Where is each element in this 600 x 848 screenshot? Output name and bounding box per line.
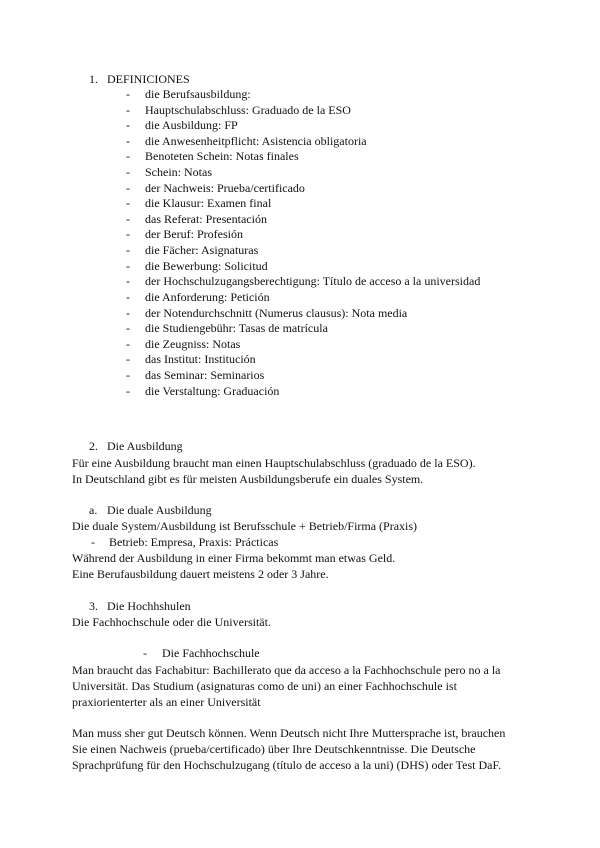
definition-text: der Nachweis: Prueba/certificado [145, 180, 305, 195]
list-bullet: - [126, 274, 130, 289]
paragraph-line: Sie einen Nachweis (prueba/certificado) über Ihre Deutschkenntnisse. Die Deutsche [72, 742, 476, 756]
definition-text: die Fächer: Asignaturas [145, 243, 259, 258]
list-bullet: - [126, 149, 130, 164]
list-item [0, 134, 600, 150]
section-2-number: 2. [89, 439, 98, 453]
section-1-title: DEFINICIONES [107, 72, 190, 86]
list-item [0, 243, 600, 259]
list-bullet: - [126, 336, 130, 351]
section-3-title: Die Hochhshulen [107, 599, 191, 613]
definition-text: der Hochschulzugangsberechtigung: Título de acceso a la universidad [145, 274, 481, 289]
paragraph-line: Während der Ausbildung in einer Firma bekommt man etwas Geld. [72, 551, 396, 565]
section-2-title: Die Ausbildung [107, 439, 183, 453]
paragraph-line: In Deutschland gibt es für meisten Ausbildungsberufe ein duales System. [72, 472, 424, 486]
section-1-number: 1. [89, 72, 98, 86]
subsection-a-letter: a. [89, 503, 98, 517]
list-bullet: - [126, 180, 130, 195]
definition-text: die Anwesenheitpflicht: Asistencia obligatoria [145, 133, 367, 148]
definition-text: Hauptschulabschluss: Graduado de la ESO [145, 102, 351, 117]
list-bullet: - [91, 535, 95, 549]
definition-text: das Referat: Presentación [145, 211, 267, 226]
list-item [0, 368, 600, 384]
section-3-number: 3. [89, 599, 98, 613]
list-item [0, 290, 600, 306]
definition-text: die Klausur: Examen final [145, 196, 272, 211]
definition-text: das Institut: Institución [145, 352, 256, 367]
list-item [0, 103, 600, 119]
list-bullet: - [126, 258, 130, 273]
list-bullet: - [126, 383, 130, 398]
definition-text: die Ausbildung: FP [145, 118, 238, 133]
list-item [0, 196, 600, 212]
subsection-title: Die Fachhochschule [162, 646, 260, 660]
list-bullet: - [126, 87, 130, 101]
definition-text: der Beruf: Profesión [145, 227, 243, 242]
list-item [0, 149, 600, 165]
definition-text: der Notendurchschnitt (Numerus clausus): Nota media [145, 305, 408, 320]
definition-text: die Berufsausbildung: [145, 87, 251, 101]
section-3-heading [0, 599, 600, 614]
subsection-fachhochschule-heading [0, 646, 600, 661]
list-bullet: - [126, 227, 130, 242]
list-bullet: - [126, 289, 130, 304]
paragraph-line: Universität. Das Studium (asignaturas como de uni) an einer Fachhochschule ist [72, 679, 457, 693]
subsection-a-title: Die duale Ausbildung [107, 503, 212, 517]
list-bullet: - [143, 646, 147, 660]
list-item-text: Betrieb: Empresa, Praxis: Prácticas [109, 535, 279, 549]
list-bullet: - [126, 243, 130, 258]
list-bullet: - [126, 211, 130, 226]
definition-text: die Bewerbung: Solicitud [145, 258, 268, 273]
definition-text: die Verstaltung: Graduación [145, 383, 280, 398]
definition-text: Benoteten Schein: Notas finales [145, 149, 299, 164]
definition-text: Schein: Notas [145, 165, 212, 180]
list-item [0, 321, 600, 337]
list-item [0, 337, 600, 353]
list-bullet: - [126, 305, 130, 320]
list-bullet: - [126, 118, 130, 133]
definition-text: die Zeugniss: Notas [145, 336, 241, 351]
section-2-heading [0, 439, 600, 454]
list-item [0, 306, 600, 322]
paragraph-line: Die duale System/Ausbildung ist Berufsschule + Betrieb/Firma (Praxis) [72, 519, 418, 533]
list-item [0, 227, 600, 243]
list-bullet: - [126, 352, 130, 367]
definition-text: die Anforderung: Petición [145, 289, 270, 304]
list-bullet: - [126, 196, 130, 211]
definitions-list [0, 87, 600, 399]
section-1-heading [0, 72, 600, 87]
paragraph-line: Man braucht das Fachabitur: Bachillerato que da acceso a la Fachhochschule pero no a la [72, 663, 501, 677]
definition-text: die Studiengebühr: Tasas de matrícula [145, 321, 328, 336]
list-item [0, 87, 600, 103]
paragraph-line: praxiorienterter als an einer Universität [72, 695, 261, 709]
list-bullet: - [126, 102, 130, 117]
paragraph-line: Eine Berufausbildung dauert meistens 2 oder 3 Jahre. [72, 567, 329, 581]
subsection-a-heading [0, 503, 600, 518]
list-item [0, 384, 600, 400]
list-item [0, 535, 600, 550]
list-bullet: - [126, 367, 130, 382]
list-bullet: - [126, 321, 130, 336]
paragraph-line: Sprachprüfung für den Hochschulzugang (título de acceso a la uni) (DHS) oder Test DaF. [72, 758, 502, 772]
paragraph-line: Für eine Ausbildung braucht man einen Hauptschulabschluss (graduado de la ESO). [72, 456, 476, 470]
list-item [0, 352, 600, 368]
list-item [0, 118, 600, 134]
list-item [0, 181, 600, 197]
list-item [0, 259, 600, 275]
list-bullet: - [126, 133, 130, 148]
paragraph-line: Die Fachhochschule oder die Universität. [72, 615, 271, 629]
list-item [0, 212, 600, 228]
list-bullet: - [126, 165, 130, 180]
paragraph-line: Man muss sher gut Deutsch können. Wenn Deutsch nicht Ihre Muttersprache ist, brauchen [72, 726, 506, 740]
definition-text: das Seminar: Seminarios [145, 367, 265, 382]
list-item [0, 274, 600, 290]
list-item [0, 165, 600, 181]
